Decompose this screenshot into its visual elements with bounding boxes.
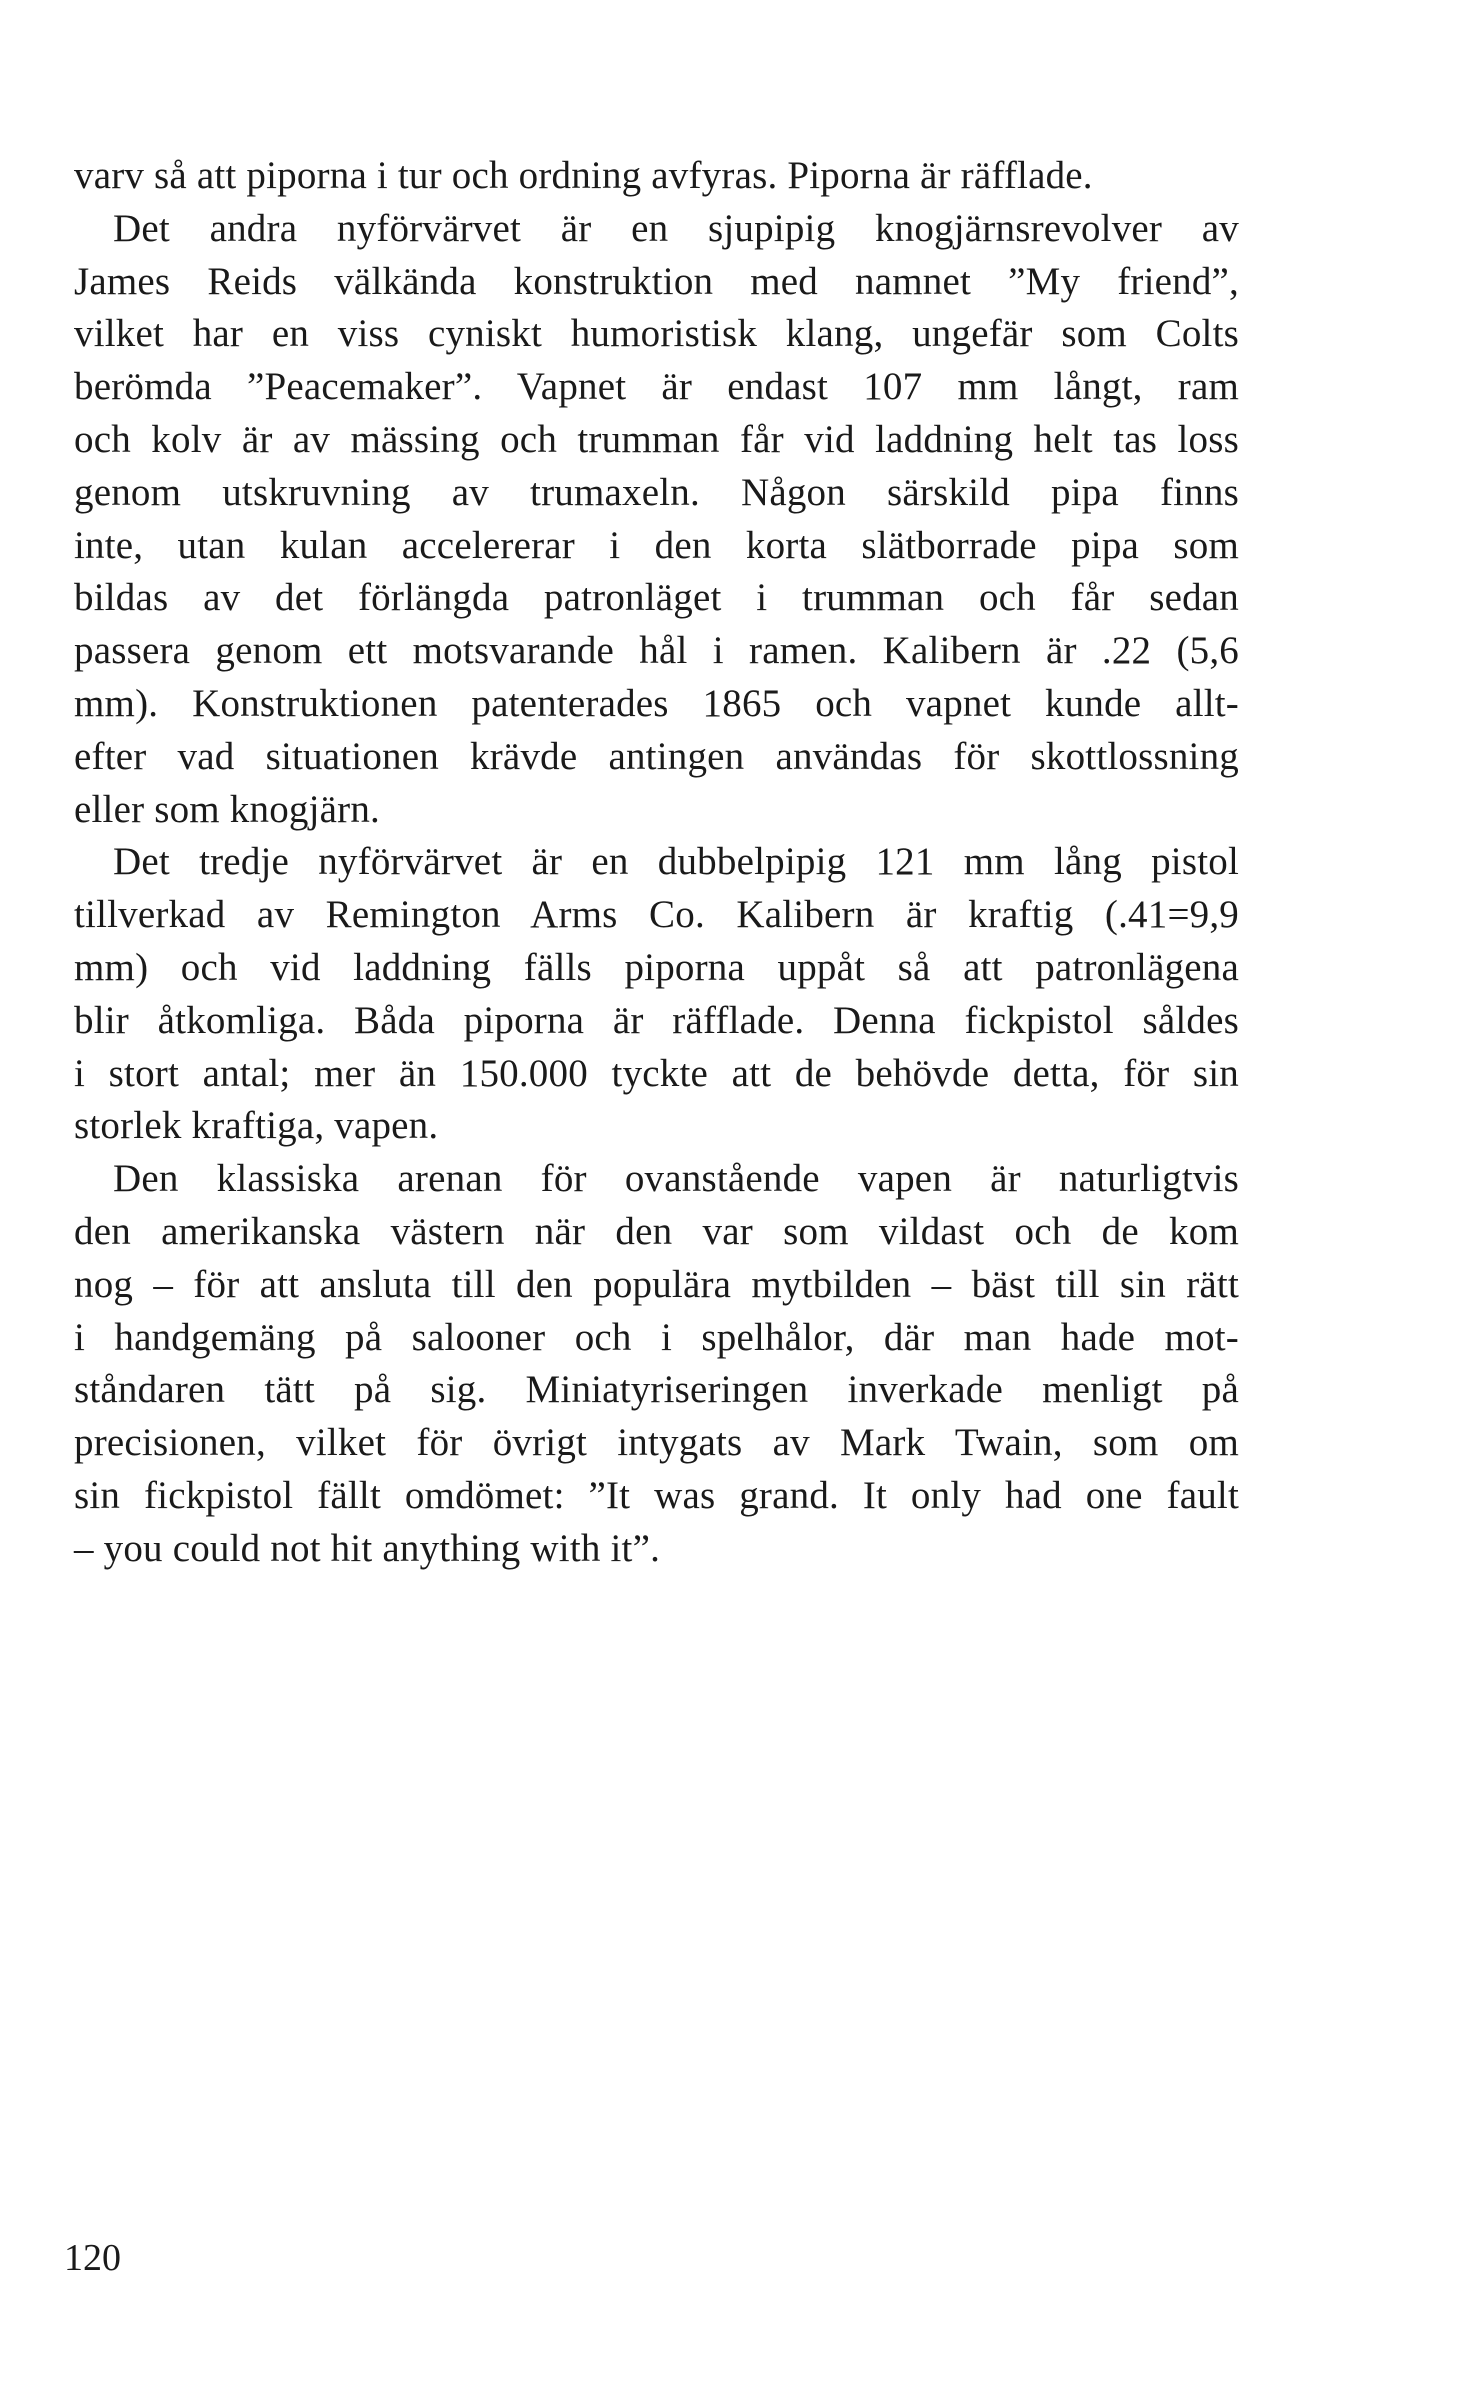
text-line: genom utskruvning av trumaxeln. Någon särskild pipa finns [74,470,1239,514]
text-line: precisionen, vilket för övrigt intygats av Mark Twain, som om [74,1421,1239,1465]
text-line: i handgemäng på salooner och i spelhålor, där man hade mot- [74,1315,1239,1359]
text-line: vilket har en viss cyniskt humoristisk klang, ungefär som Colts [74,312,1239,356]
paragraph [74,150,1239,203]
text-line: Det andra nyförvärvet är en sjupipig knogjärnsrevolver av [113,206,1239,250]
text-line: blir åtkomliga. Båda piporna är räfflade. Denna fickpistol såldes [74,998,1239,1042]
text-line: tillverkad av Remington Arms Co. Kalibern är kraftig (.41=9,9 [74,893,1239,937]
text-line: mm) och vid laddning fälls piporna uppåt så att patronlägena [74,945,1239,989]
text-line: passera genom ett motsvarande hål i ramen. Kalibern är .22 (5,6 [74,629,1239,673]
paragraph [74,1153,1239,1575]
body-text [74,150,1239,1576]
text-line: nog – för att ansluta till den populära mytbilden – bäst till sin rätt [74,1262,1239,1306]
text-line: inte, utan kulan accelererar i den korta slätborrade pipa som [74,523,1239,567]
text-line: efter vad situationen krävde antingen användas för skottlossning [74,734,1239,778]
text-line: James Reids välkända konstruktion med namnet ”My friend”, [74,259,1239,303]
text-line: mm). Konstruktionen patenterades 1865 och vapnet kunde allt- [74,681,1239,725]
text-line: ståndaren tätt på sig. Miniatyriseringen inverkade menligt på [74,1368,1239,1412]
text-line: sin fickpistol fällt omdömet: ”It was grand. It only had one fault [74,1473,1239,1517]
text-line: i stort antal; mer än 150.000 tyckte att de behövde detta, för sin [74,1051,1239,1095]
text-line: bildas av det förlängda patronläget i trumman och får sedan [74,576,1239,620]
text-line: varv så att piporna i tur och ordning avfyras. Piporna är räfflade. [74,154,1093,197]
page-number: 120 [64,2237,121,2279]
text-line: storlek kraftiga, vapen. [74,1104,439,1148]
text-line: Den klassiska arenan för ovanstående vapen är naturligtvis [113,1157,1239,1201]
text-line: och kolv är av mässing och trumman får vid laddning helt tas loss [74,417,1239,461]
text-line: eller som knogjärn. [74,787,380,831]
text-line: den amerikanska västern när den var som vildast och de kom [74,1209,1239,1253]
text-line: Det tredje nyförvärvet är en dubbelpipig 121 mm lång pistol [113,840,1239,884]
text-line: berömda ”Peacemaker”. Vapnet är endast 107 mm långt, ram [74,365,1239,409]
text-line: – you could not hit anything with it”. [74,1526,661,1570]
paragraph [74,836,1239,1153]
paragraph [74,203,1239,837]
